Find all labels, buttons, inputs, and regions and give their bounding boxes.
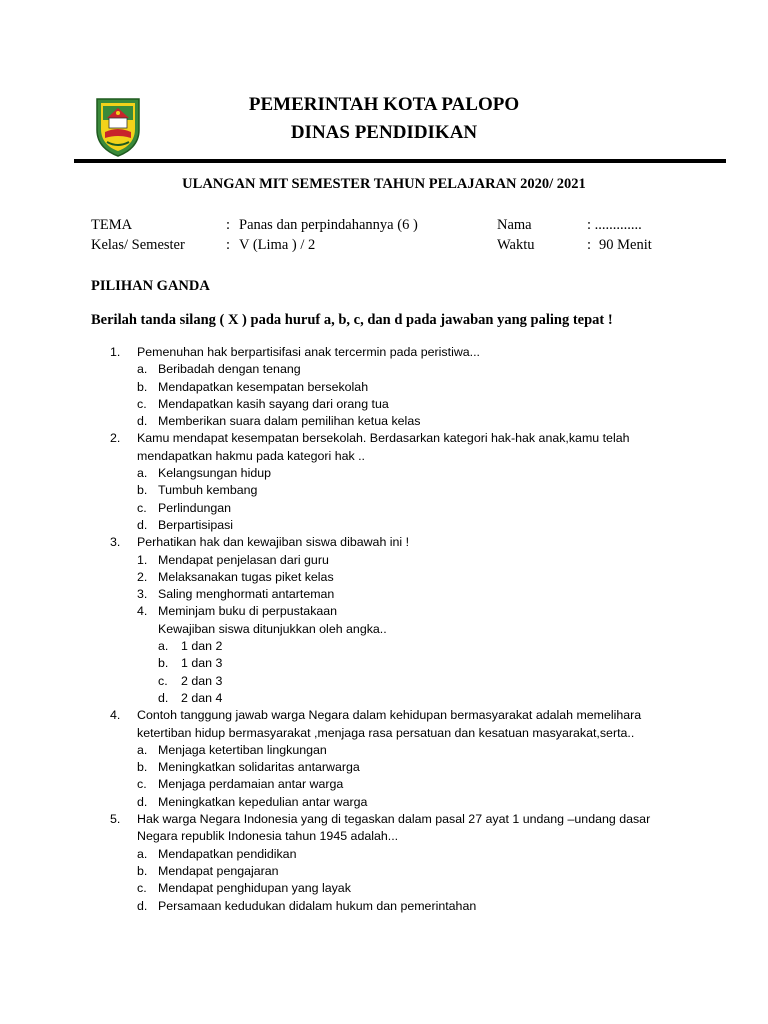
question-4 xyxy=(0,707,768,742)
option-item xyxy=(0,413,768,430)
option-letter: c. xyxy=(137,396,147,411)
option-letter: d. xyxy=(137,414,148,429)
question-5 xyxy=(0,811,768,846)
option-item xyxy=(0,517,768,534)
nama-field: : ............. xyxy=(587,217,642,233)
option-text: Mendapat penghidupan yang layak xyxy=(158,881,351,896)
statement-number: 2. xyxy=(137,569,148,584)
question-text: Perhatikan hak dan kewajiban siswa dibawah ini ! xyxy=(137,535,410,550)
option-letter: b. xyxy=(137,379,148,394)
tema-label: TEMA xyxy=(91,217,133,233)
instruction: Berilah tanda silang ( X ) pada huruf a, b, c, dan d pada jawaban yang paling tepat ! xyxy=(91,312,613,328)
option-letter: b. xyxy=(137,483,148,498)
option-text: Beribadah dengan tenang xyxy=(158,362,301,377)
option-item xyxy=(0,690,768,707)
option-text: Kelangsungan hidup xyxy=(158,466,271,481)
waktu-separator: : xyxy=(587,237,592,253)
option-item xyxy=(0,361,768,378)
nama-label: Nama xyxy=(497,217,532,233)
question-number: 2. xyxy=(110,431,121,446)
question-text: ketertiban hidup bermasyarakat ,menjaga rasa persatuan dan kesatuan masyarakat,serta.. xyxy=(137,725,635,740)
option-letter: d. xyxy=(158,690,169,705)
question-text: Kamu mendapat kesempatan bersekolah. Berdasarkan kategori hak-hak anak,kamu telah xyxy=(137,431,630,446)
option-letter: d. xyxy=(137,794,148,809)
exam-title: ULANGAN MIT SEMESTER TAHUN PELAJARAN 2020/ 2021 xyxy=(182,176,586,192)
option-item xyxy=(0,846,768,863)
statement-number: 1. xyxy=(137,552,148,567)
kelas-label: Kelas/ Semester xyxy=(91,237,185,253)
option-item xyxy=(0,655,768,672)
header-divider xyxy=(74,159,726,163)
option-letter: b. xyxy=(158,656,169,671)
option-item xyxy=(0,379,768,396)
statement-number: 4. xyxy=(137,604,148,619)
question-number: 5. xyxy=(110,812,121,827)
question-3 xyxy=(0,534,768,551)
question-text: Pemenuhan hak berpartisifasi anak tercermin pada peristiwa... xyxy=(137,345,480,359)
option-text: Tumbuh kembang xyxy=(158,483,258,498)
option-text: Meningkatkan kepedulian antar warga xyxy=(158,794,368,809)
question-1 xyxy=(0,344,768,361)
statement-text: Mendapat penjelasan dari guru xyxy=(158,552,329,567)
kelas-value: V (Lima ) / 2 xyxy=(239,237,316,253)
waktu-label: Waktu xyxy=(497,237,535,253)
option-item xyxy=(0,482,768,499)
option-text: Memberikan suara dalam pemilihan ketua kelas xyxy=(158,414,421,429)
government-title: PEMERINTAH KOTA PALOPO xyxy=(248,94,520,115)
option-item xyxy=(0,465,768,482)
option-item xyxy=(0,500,768,517)
option-item xyxy=(0,396,768,413)
option-text: Persamaan kedudukan didalam hukum dan pemerintahan xyxy=(158,898,477,913)
option-item xyxy=(0,880,768,897)
statement-text: Melaksanakan tugas piket kelas xyxy=(158,569,334,584)
option-text: 2 dan 4 xyxy=(181,690,223,705)
option-letter: a. xyxy=(137,742,148,757)
question-text: Negara republik Indonesia tahun 1945 adalah... xyxy=(137,829,399,844)
option-letter: b. xyxy=(137,863,148,878)
question-number: 3. xyxy=(110,535,121,550)
option-text: Mendapatkan kesempatan bersekolah xyxy=(158,379,369,394)
statement-number: 3. xyxy=(137,587,148,602)
option-item xyxy=(0,794,768,811)
option-item xyxy=(0,742,768,759)
option-item xyxy=(0,776,768,793)
option-item xyxy=(0,673,768,690)
tema-value: Panas dan perpindahannya (6 ) xyxy=(239,217,418,233)
department-title: DINAS PENDIDIKAN xyxy=(290,122,478,143)
option-text: 1 dan 3 xyxy=(181,656,223,671)
tema-separator: : xyxy=(226,217,231,233)
option-letter: b. xyxy=(137,760,148,775)
option-text: Meningkatkan solidaritas antarwarga xyxy=(158,760,360,775)
question-number: 1. xyxy=(110,345,121,359)
option-letter: a. xyxy=(137,362,148,377)
question-number: 4. xyxy=(110,708,121,723)
option-letter: a. xyxy=(137,466,148,481)
question-2 xyxy=(0,430,768,465)
statement-item xyxy=(0,569,768,586)
option-letter: c. xyxy=(137,500,147,515)
option-item xyxy=(0,759,768,776)
kelas-separator: : xyxy=(226,237,231,253)
option-text: Perlindungan xyxy=(158,500,232,515)
option-letter: c. xyxy=(137,777,147,792)
option-letter: d. xyxy=(137,517,148,532)
question-text: Hak warga Negara Indonesia yang di tegaskan dalam pasal 27 ayat 1 undang –undang dasar xyxy=(137,812,651,827)
option-text: 2 dan 3 xyxy=(181,673,223,688)
option-text: Mendapatkan kasih sayang dari orang tua xyxy=(158,396,389,411)
option-item xyxy=(0,863,768,880)
option-text: Mendapat pengajaran xyxy=(158,863,279,878)
option-letter: a. xyxy=(137,846,148,861)
statement-text: Meminjam buku di perpustakaan xyxy=(158,604,338,619)
option-letter: a. xyxy=(158,639,169,654)
option-letter: c. xyxy=(158,673,168,688)
question-list xyxy=(0,344,768,915)
question-prompt: Kewajiban siswa ditunjukkan oleh angka.. xyxy=(158,621,387,636)
statement-item xyxy=(0,603,768,620)
option-text: 1 dan 2 xyxy=(181,639,223,654)
question-text: Contoh tanggung jawab warga Negara dalam kehidupan bermasyarakat adalah memelihara xyxy=(137,708,642,723)
statement-text: Saling menghormati antarteman xyxy=(158,587,335,602)
option-text: Mendapatkan pendidikan xyxy=(158,846,297,861)
statement-item xyxy=(0,552,768,569)
option-letter: c. xyxy=(137,881,147,896)
option-item xyxy=(0,898,768,915)
option-letter: d. xyxy=(137,898,148,913)
waktu-value: 90 Menit xyxy=(599,237,652,253)
question-text: mendapatkan hakmu pada kategori hak .. xyxy=(137,448,365,463)
statement-item xyxy=(0,586,768,603)
option-item xyxy=(0,638,768,655)
option-text: Menjaga perdamaian antar warga xyxy=(158,777,344,792)
option-text: Berpartisipasi xyxy=(158,517,234,532)
section-title: PILIHAN GANDA xyxy=(91,278,210,294)
option-text: Menjaga ketertiban lingkungan xyxy=(158,742,327,757)
